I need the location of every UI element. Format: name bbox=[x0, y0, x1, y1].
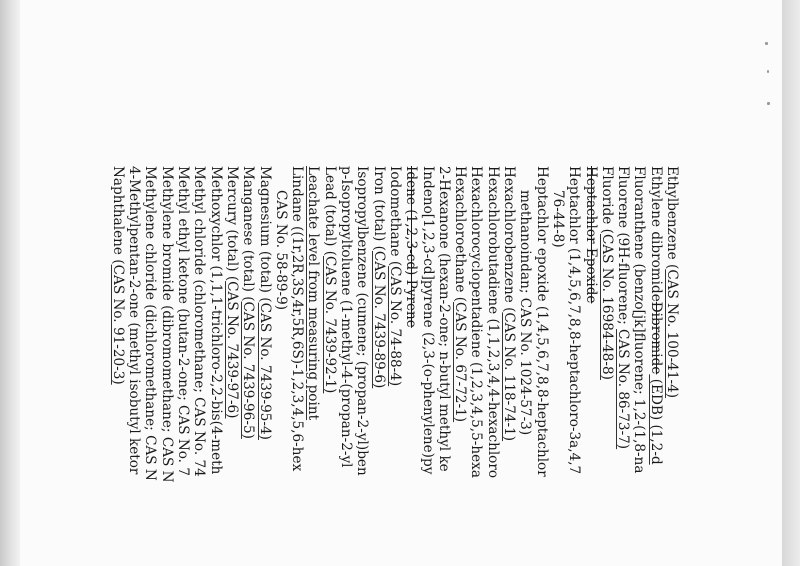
rotated-text-block bbox=[110, 166, 680, 483]
item-struck-text: Idene (1,2,3-cd) Pyrene bbox=[403, 166, 420, 328]
item-text: Ethylbenzene ( bbox=[664, 166, 680, 270]
list-item bbox=[240, 166, 256, 483]
item-underlined-text: (EDB) (1,2-d bbox=[647, 374, 664, 465]
list-item bbox=[403, 166, 419, 483]
list-item bbox=[582, 166, 598, 483]
item-text: Hexachlorocyclopentadiene (1,2,3,4,5,5-hexa bbox=[468, 166, 485, 478]
list-item bbox=[175, 166, 191, 483]
list-item bbox=[468, 166, 484, 483]
scan-speck bbox=[767, 102, 770, 105]
item-underlined-text: CAS No. 7439-95-4) bbox=[256, 302, 273, 440]
item-text: Methylene bromide (dibromomethane; CAS N bbox=[158, 166, 175, 483]
list-item bbox=[256, 166, 272, 483]
list-item bbox=[191, 166, 207, 483]
item-text: Methylene chloride (dichloromethane; CAS N bbox=[142, 166, 159, 481]
scan-edge-left bbox=[0, 0, 20, 566]
item-text: Naphthalene ( bbox=[109, 166, 126, 265]
item-text: Heptachlor (1,4,5,6,7,8,8-heptachloro-3a,4,7 bbox=[566, 166, 583, 475]
item-underlined-text: CAS No. 7439-96-5) bbox=[240, 301, 257, 439]
item-text: Fluorene (9H-fluorene; bbox=[615, 166, 632, 330]
item-text: Fluoranthene (benzo[jk]fluorene; 1,2-(1,8-na bbox=[631, 166, 648, 474]
item-text: methanoindan; CAS No. 1024-57-3) bbox=[517, 190, 534, 436]
item-text: Lindane ((1r,2R,3S,4r,5R,6S)-1,2,3,4,5,6-hex bbox=[289, 166, 306, 472]
list-item bbox=[142, 166, 158, 483]
list-item bbox=[273, 166, 289, 483]
list-item bbox=[501, 166, 517, 483]
item-text: Magnesium (total) ( bbox=[256, 166, 273, 303]
item-text: Ethylene dibromide bbox=[647, 166, 664, 302]
scan-edge-right bbox=[782, 0, 800, 566]
list-item bbox=[110, 166, 126, 483]
item-underlined-text: CAS No. 7439-92-1) bbox=[321, 256, 338, 394]
item-underlined-text: CAS No. 91-20-3) bbox=[109, 264, 126, 385]
item-text: Hexachlorobutadiene (1,1,2,3,4,4-hexachloro bbox=[484, 166, 501, 479]
list-item bbox=[647, 166, 663, 483]
item-underlined-text: CAS No. 100-41-4) bbox=[664, 269, 680, 399]
list-item bbox=[354, 166, 370, 483]
item-text: 2-Hexanone (hexan-2-one; n-butyl methyl ke bbox=[435, 166, 452, 472]
list-item bbox=[419, 166, 435, 483]
list-item bbox=[484, 166, 500, 483]
item-underlined-text: CAS No. 74-88-4) bbox=[386, 266, 403, 387]
list-item bbox=[599, 166, 615, 483]
list-item bbox=[224, 166, 240, 483]
item-underlined-text: CAS No. 16984-48-8) bbox=[598, 233, 615, 380]
list-item bbox=[452, 166, 468, 483]
item-text: Hexachloroethane ( bbox=[452, 166, 469, 303]
item-text: Methoxychlor (1,1,1-trichloro-2,2-bis(4-meth bbox=[207, 166, 224, 475]
item-text: Heptachlor epoxide (1,4,5,6,7,8,8-heptachlor bbox=[533, 166, 550, 477]
list-item bbox=[550, 166, 566, 483]
item-text: Fluoride ( bbox=[598, 166, 615, 234]
scan-speck bbox=[767, 70, 769, 73]
item-text: CAS No. 58-89-9) bbox=[272, 190, 289, 311]
item-text: Lead (total) ( bbox=[321, 166, 338, 256]
item-underlined-text: CAS No. 67-72-1) bbox=[452, 302, 469, 423]
item-text: Mercury (total) ( bbox=[223, 166, 240, 282]
list-item bbox=[159, 166, 175, 483]
item-underlined-text: CAS No. 7439-97-6) bbox=[223, 281, 240, 419]
list-item bbox=[387, 166, 403, 483]
item-text: 4-Methylpentan-2-one (methyl isobutyl ketor bbox=[126, 166, 143, 475]
list-item bbox=[207, 166, 223, 483]
item-underlined-text: CAS No. 118-74-1) bbox=[501, 312, 518, 442]
item-text: 76-44-8) bbox=[549, 190, 566, 248]
list-item bbox=[370, 166, 386, 483]
item-text: p-Isopropyltoluene (1-methyl-4-(propan-2-yl bbox=[338, 166, 355, 468]
scan-speck bbox=[765, 42, 768, 45]
list-item bbox=[631, 166, 647, 483]
list-item bbox=[517, 166, 533, 483]
constituent-list bbox=[110, 166, 680, 483]
item-text: Isopropylbenzene (cumene; (propan-2-yl)ben bbox=[354, 166, 371, 476]
list-item bbox=[566, 166, 582, 483]
item-text: Indeno[1,2,3-cd]pyrene (2,3-(o-phenylene)py bbox=[419, 166, 436, 475]
list-item bbox=[126, 166, 142, 483]
item-struck-text: Dibromide bbox=[647, 301, 664, 375]
list-item bbox=[615, 166, 631, 483]
item-text: Methyl chloride (chloromethane; CAS No. 74 bbox=[191, 166, 208, 477]
list-item bbox=[664, 166, 680, 483]
item-underlined-text: Leachate level from measuring point bbox=[305, 166, 322, 421]
list-item bbox=[533, 166, 549, 483]
item-text: Iron (total) ( bbox=[370, 166, 387, 251]
item-struck-text: Heptachlor Epoxide bbox=[582, 166, 599, 304]
item-underlined-text: CAS No. 7439-89-6) bbox=[370, 250, 387, 389]
list-item bbox=[321, 166, 337, 483]
list-item bbox=[289, 166, 305, 483]
list-item bbox=[338, 166, 354, 483]
item-underlined-text: CAS No. 86-73-7) bbox=[615, 329, 632, 450]
list-item bbox=[436, 166, 452, 483]
item-text: Methyl ethyl ketone (butan-2-one; CAS No. 7 bbox=[175, 166, 192, 476]
item-text: Manganese (total) ( bbox=[240, 166, 257, 302]
item-text: Iodomethane ( bbox=[386, 166, 403, 267]
item-text: Hexachlorobenzene ( bbox=[501, 166, 518, 313]
list-item bbox=[305, 166, 321, 483]
